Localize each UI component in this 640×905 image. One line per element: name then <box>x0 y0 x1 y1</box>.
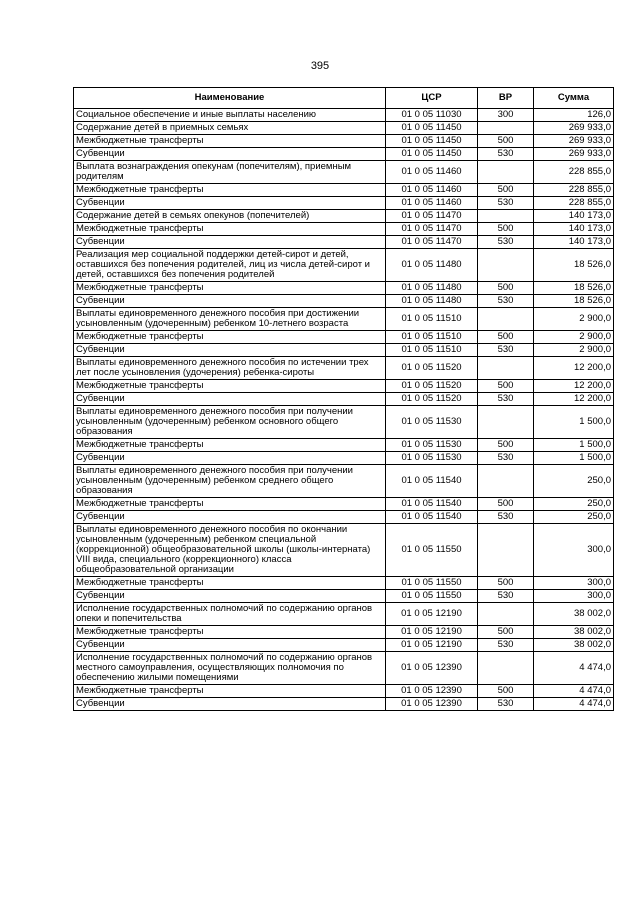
table-row <box>74 210 614 223</box>
table-row <box>74 344 614 357</box>
table-row <box>74 603 614 626</box>
cell-csr: 01 0 05 11470 <box>386 210 478 223</box>
cell-name: Межбюджетные трансферты <box>74 184 386 197</box>
cell-vr: 500 <box>478 223 534 236</box>
cell-name: Исполнение государственных полномочий по содержанию органов местного самоуправления, осуществляющих полномочия по обеспечению жилыми помещениями <box>74 652 386 685</box>
cell-sum: 300,0 <box>534 524 614 577</box>
cell-vr <box>478 524 534 577</box>
cell-sum: 2 900,0 <box>534 331 614 344</box>
cell-vr <box>478 308 534 331</box>
table-row <box>74 184 614 197</box>
cell-name: Выплаты единовременного денежного пособия при получении усыновленным (удочеренным) ребенком среднего общего образования <box>74 465 386 498</box>
cell-vr: 530 <box>478 639 534 652</box>
cell-csr: 01 0 05 11470 <box>386 223 478 236</box>
cell-csr: 01 0 05 12190 <box>386 626 478 639</box>
table-row <box>74 122 614 135</box>
budget-table <box>73 87 614 711</box>
header-name: Наименование <box>74 88 386 109</box>
cell-name: Межбюджетные трансферты <box>74 577 386 590</box>
cell-csr: 01 0 05 11450 <box>386 135 478 148</box>
cell-csr: 01 0 05 11520 <box>386 380 478 393</box>
cell-csr: 01 0 05 12390 <box>386 698 478 711</box>
cell-csr: 01 0 05 12190 <box>386 603 478 626</box>
table-row <box>74 282 614 295</box>
cell-sum: 38 002,0 <box>534 626 614 639</box>
cell-vr: 500 <box>478 439 534 452</box>
cell-sum: 38 002,0 <box>534 639 614 652</box>
cell-csr: 01 0 05 12190 <box>386 639 478 652</box>
cell-vr <box>478 122 534 135</box>
cell-sum: 18 526,0 <box>534 249 614 282</box>
cell-sum: 2 900,0 <box>534 344 614 357</box>
cell-csr: 01 0 05 11450 <box>386 122 478 135</box>
cell-sum: 250,0 <box>534 511 614 524</box>
cell-name: Межбюджетные трансферты <box>74 223 386 236</box>
cell-name: Субвенции <box>74 511 386 524</box>
cell-name: Выплаты единовременного денежного пособия при достижении усыновленным (удочеренным) ребенком 10-летнего возраста <box>74 308 386 331</box>
cell-name: Субвенции <box>74 452 386 465</box>
cell-vr: 500 <box>478 135 534 148</box>
table-row <box>74 357 614 380</box>
cell-name: Выплаты единовременного денежного пособия по истечении трех лет после усыновления (удочерения) ребенка-сироты <box>74 357 386 380</box>
table-row <box>74 439 614 452</box>
cell-vr <box>478 652 534 685</box>
table-row <box>74 406 614 439</box>
cell-sum: 228 855,0 <box>534 197 614 210</box>
table-row <box>74 452 614 465</box>
cell-name: Реализация мер социальной поддержки детей-сирот и детей, оставшихся без попечения родителей, лиц из числа детей-сирот и детей, оставшихся без попечения родителей <box>74 249 386 282</box>
table-row <box>74 295 614 308</box>
cell-vr: 500 <box>478 626 534 639</box>
cell-sum: 4 474,0 <box>534 652 614 685</box>
cell-sum: 300,0 <box>534 577 614 590</box>
cell-name: Социальное обеспечение и иные выплаты населению <box>74 109 386 122</box>
cell-name: Межбюджетные трансферты <box>74 685 386 698</box>
cell-vr: 530 <box>478 452 534 465</box>
cell-vr <box>478 249 534 282</box>
cell-vr: 500 <box>478 685 534 698</box>
cell-name: Субвенции <box>74 590 386 603</box>
cell-name: Выплаты единовременного денежного пособия при получении усыновленным (удочеренным) ребенком основного общего образования <box>74 406 386 439</box>
header-sum: Сумма <box>534 88 614 109</box>
cell-sum: 12 200,0 <box>534 393 614 406</box>
cell-name: Выплата вознаграждения опекунам (попечителям), приемным родителям <box>74 161 386 184</box>
cell-vr: 530 <box>478 148 534 161</box>
cell-csr: 01 0 05 11030 <box>386 109 478 122</box>
cell-vr <box>478 210 534 223</box>
cell-csr: 01 0 05 11460 <box>386 161 478 184</box>
table-row <box>74 652 614 685</box>
table-row <box>74 498 614 511</box>
cell-csr: 01 0 05 11540 <box>386 511 478 524</box>
cell-csr: 01 0 05 11540 <box>386 465 478 498</box>
cell-vr: 530 <box>478 295 534 308</box>
cell-name: Выплаты единовременного денежного пособия по окончании усыновленным (удочеренным) ребенком специальной (коррекционной) общеобразовательной школы (школы-интерната) VIII вида, специального (коррекционного) класса общеобразовательной организации <box>74 524 386 577</box>
cell-name: Межбюджетные трансферты <box>74 135 386 148</box>
cell-sum: 250,0 <box>534 465 614 498</box>
cell-csr: 01 0 05 12390 <box>386 652 478 685</box>
table-row <box>74 135 614 148</box>
cell-vr: 530 <box>478 236 534 249</box>
cell-vr: 500 <box>478 184 534 197</box>
cell-name: Межбюджетные трансферты <box>74 626 386 639</box>
page-number: 395 <box>310 60 330 72</box>
table-row <box>74 249 614 282</box>
cell-csr: 01 0 05 11530 <box>386 406 478 439</box>
cell-csr: 01 0 05 11540 <box>386 498 478 511</box>
cell-sum: 228 855,0 <box>534 161 614 184</box>
cell-sum: 4 474,0 <box>534 685 614 698</box>
cell-name: Субвенции <box>74 236 386 249</box>
cell-sum: 250,0 <box>534 498 614 511</box>
cell-vr: 300 <box>478 109 534 122</box>
cell-csr: 01 0 05 11480 <box>386 282 478 295</box>
cell-name: Субвенции <box>74 639 386 652</box>
cell-sum: 300,0 <box>534 590 614 603</box>
cell-csr: 01 0 05 11530 <box>386 439 478 452</box>
table-row <box>74 331 614 344</box>
table-row <box>74 577 614 590</box>
table-row <box>74 524 614 577</box>
cell-name: Межбюджетные трансферты <box>74 439 386 452</box>
cell-vr: 500 <box>478 331 534 344</box>
cell-name: Субвенции <box>74 148 386 161</box>
table-row <box>74 308 614 331</box>
cell-csr: 01 0 05 11510 <box>386 308 478 331</box>
cell-csr: 01 0 05 11470 <box>386 236 478 249</box>
table-header-row <box>74 88 614 109</box>
cell-sum: 140 173,0 <box>534 236 614 249</box>
cell-sum: 1 500,0 <box>534 439 614 452</box>
cell-csr: 01 0 05 11530 <box>386 452 478 465</box>
cell-name: Межбюджетные трансферты <box>74 498 386 511</box>
cell-vr: 530 <box>478 590 534 603</box>
cell-vr: 530 <box>478 393 534 406</box>
cell-vr <box>478 357 534 380</box>
cell-sum: 126,0 <box>534 109 614 122</box>
cell-sum: 12 200,0 <box>534 357 614 380</box>
cell-vr: 500 <box>478 380 534 393</box>
cell-vr: 530 <box>478 511 534 524</box>
table-row <box>74 236 614 249</box>
cell-name: Содержание детей в семьях опекунов (попечителей) <box>74 210 386 223</box>
table-row <box>74 223 614 236</box>
table-row <box>74 639 614 652</box>
cell-name: Субвенции <box>74 344 386 357</box>
cell-csr: 01 0 05 11460 <box>386 184 478 197</box>
cell-vr <box>478 603 534 626</box>
cell-sum: 38 002,0 <box>534 603 614 626</box>
cell-csr: 01 0 05 11510 <box>386 331 478 344</box>
cell-sum: 18 526,0 <box>534 282 614 295</box>
cell-sum: 18 526,0 <box>534 295 614 308</box>
table-row <box>74 161 614 184</box>
table-row <box>74 590 614 603</box>
cell-csr: 01 0 05 11520 <box>386 357 478 380</box>
table-body <box>74 109 614 711</box>
header-csr: ЦСР <box>386 88 478 109</box>
cell-name: Субвенции <box>74 393 386 406</box>
cell-name: Субвенции <box>74 295 386 308</box>
cell-sum: 2 900,0 <box>534 308 614 331</box>
cell-csr: 01 0 05 11550 <box>386 524 478 577</box>
table-row <box>74 465 614 498</box>
cell-name: Межбюджетные трансферты <box>74 282 386 295</box>
table-row <box>74 380 614 393</box>
table-row <box>74 685 614 698</box>
cell-csr: 01 0 05 11550 <box>386 590 478 603</box>
cell-sum: 4 474,0 <box>534 698 614 711</box>
table-row <box>74 698 614 711</box>
cell-sum: 140 173,0 <box>534 223 614 236</box>
cell-sum: 269 933,0 <box>534 148 614 161</box>
cell-sum: 12 200,0 <box>534 380 614 393</box>
cell-csr: 01 0 05 11480 <box>386 249 478 282</box>
cell-csr: 01 0 05 12390 <box>386 685 478 698</box>
cell-vr: 530 <box>478 344 534 357</box>
cell-name: Межбюджетные трансферты <box>74 331 386 344</box>
cell-csr: 01 0 05 11520 <box>386 393 478 406</box>
cell-csr: 01 0 05 11460 <box>386 197 478 210</box>
cell-vr: 500 <box>478 282 534 295</box>
table-row <box>74 197 614 210</box>
table-row <box>74 511 614 524</box>
table-row <box>74 626 614 639</box>
table-row <box>74 393 614 406</box>
table-row <box>74 148 614 161</box>
cell-name: Межбюджетные трансферты <box>74 380 386 393</box>
header-vr: ВР <box>478 88 534 109</box>
table-row <box>74 109 614 122</box>
cell-sum: 1 500,0 <box>534 406 614 439</box>
cell-csr: 01 0 05 11450 <box>386 148 478 161</box>
cell-vr: 500 <box>478 577 534 590</box>
cell-sum: 1 500,0 <box>534 452 614 465</box>
cell-sum: 269 933,0 <box>534 135 614 148</box>
cell-vr <box>478 406 534 439</box>
cell-sum: 269 933,0 <box>534 122 614 135</box>
cell-vr <box>478 161 534 184</box>
cell-vr: 530 <box>478 698 534 711</box>
cell-name: Субвенции <box>74 698 386 711</box>
cell-name: Субвенции <box>74 197 386 210</box>
cell-sum: 140 173,0 <box>534 210 614 223</box>
cell-csr: 01 0 05 11550 <box>386 577 478 590</box>
cell-vr <box>478 465 534 498</box>
cell-name: Содержание детей в приемных семьях <box>74 122 386 135</box>
cell-vr: 500 <box>478 498 534 511</box>
cell-csr: 01 0 05 11480 <box>386 295 478 308</box>
cell-vr: 530 <box>478 197 534 210</box>
cell-name: Исполнение государственных полномочий по содержанию органов опеки и попечительства <box>74 603 386 626</box>
cell-sum: 228 855,0 <box>534 184 614 197</box>
cell-csr: 01 0 05 11510 <box>386 344 478 357</box>
